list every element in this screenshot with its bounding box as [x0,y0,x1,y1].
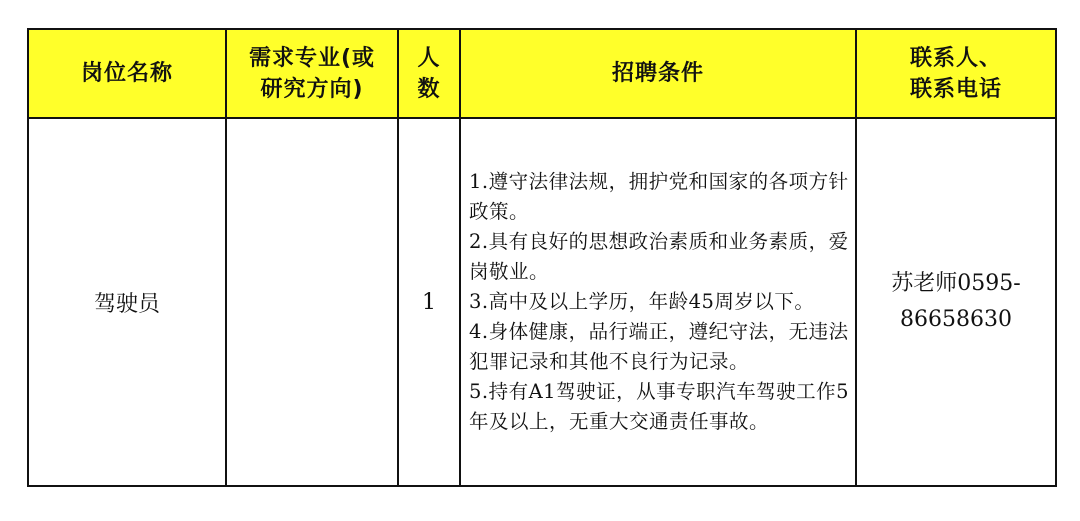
header-row [28,29,1056,118]
contact-name-phone-prefix: 苏老师0595- [891,271,1021,296]
header-contact-line-1: 联系人、 [909,45,1002,71]
requirements-list [469,167,855,437]
table-body [28,118,1056,486]
header-count [398,29,460,118]
header-count-line-1: 人 [417,45,441,71]
requirement-item: 2.具有良好的思想政治素质和业务素质，爱岗敬业。 [469,230,849,283]
recruitment-table [27,28,1057,487]
cell-position-title: 驾驶员 [28,118,226,486]
requirement-item: 1.遵守法律法规，拥护党和国家的各项方针政策。 [469,170,849,223]
header-major [226,29,398,118]
requirement-item: 3.高中及以上学历，年龄45周岁以下。 [469,290,815,313]
header-count-line-2: 数 [417,76,441,102]
cell-major [226,118,398,486]
cell-count: 1 [398,118,460,486]
cell-contact [856,118,1056,486]
requirement-item: 5.持有A1驾驶证，从事专职汽车驾驶工作5年及以上，无重大交通责任事故。 [469,380,850,433]
cell-requirements [460,118,856,486]
header-contact [856,29,1056,118]
header-position-title: 岗位名称 [28,29,226,118]
table-row [28,118,1056,486]
header-contact-line-2: 联系电话 [909,76,1002,102]
header-requirements: 招聘条件 [460,29,856,118]
contact-phone-number: 86658630 [900,307,1012,332]
table-header [28,29,1056,118]
header-major-line-1: 需求专业(或 [248,45,376,71]
header-major-line-2: 研究方向) [260,76,364,102]
requirement-item: 4.身体健康，品行端正，遵纪守法，无违法犯罪记录和其他不良行为记录。 [469,320,849,373]
